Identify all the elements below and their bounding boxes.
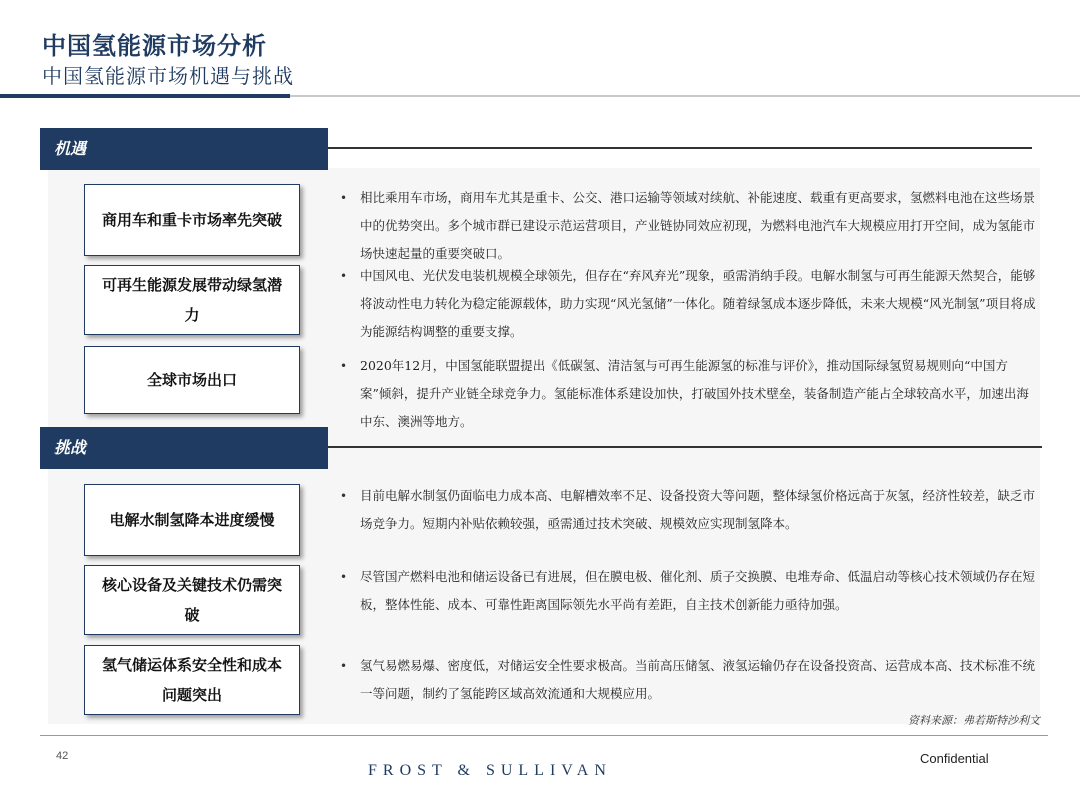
bullet-marker: • xyxy=(340,489,348,503)
opportunity-box-commercial-vehicles xyxy=(84,184,300,256)
opportunity-label: 可再生能源发展带动绿氢潜力 xyxy=(101,276,282,324)
header-divider xyxy=(290,95,1080,97)
page-subtitle: 中国氢能源市场机遇与挑战 xyxy=(42,64,294,88)
page-number: 42 xyxy=(56,750,69,762)
page-title: 中国氢能源市场分析 xyxy=(42,32,267,60)
opportunity-text-global-export: • 2020年12月，中国氢能联盟提出《低碳氢、清洁氢与可再生能源氢的标准与评价》，推动国际绿氢贸易规则向“中国方案”倾斜，提升产业链全球竞争力。氢能标准体系建设加快，打破国外技术壁垒，装备制造产能占全球较高水平，加速出海中东、澳洲等地方。 xyxy=(336,352,1036,436)
challenge-label: 核心设备及关键技术仍需突破 xyxy=(101,576,282,624)
opportunity-box-renewables xyxy=(84,265,300,335)
challenge-text-core-tech: • 尽管国产燃料电池和储运设备已有进展，但在膜电极、催化剂、质子交换膜、电堆寿命、低温启动等核心技术领域仍存在短板，整体性能、成本、可靠性距离国际领先水平尚有差距，自主技术创新能力亟待加强。 xyxy=(336,563,1036,619)
challenge-label: 氢气储运体系安全性和成本问题突出 xyxy=(101,656,282,704)
challenge-text-storage-safety: • 氢气易燃易爆、密度低，对储运安全性要求极高。当前高压储氢、液氢运输仍存在设备投资高、运营成本高、技术标准不统一等问题，制约了氢能跨区域高效流通和大规模应用。 xyxy=(336,652,1036,708)
bullet-marker: • xyxy=(340,570,348,584)
footer-divider xyxy=(40,735,1048,736)
bullet-marker: • xyxy=(340,269,348,283)
challenge-text-electrolysis-cost: • 目前电解水制氢仍面临电力成本高、电解槽效率不足、设备投资大等问题，整体绿氢价格远高于灰氢，经济性较差，缺乏市场竞争力。短期内补贴依赖较强，亟需通过技术突破、规模效应实现制氢降本。 xyxy=(336,482,1036,538)
opportunities-heading: 机遇 xyxy=(40,128,328,170)
opportunity-box-global-export xyxy=(84,346,300,414)
challenge-box-storage-safety xyxy=(84,645,300,715)
bullet-marker: • xyxy=(340,359,348,373)
challenge-box-electrolysis-cost xyxy=(84,484,300,556)
challenges-rule xyxy=(328,446,1042,448)
opportunity-text-commercial-vehicles: • 相比乘用车市场，商用车尤其是重卡、公交、港口运输等领域对续航、补能速度、载重有更高要求，氢燃料电池在这些场景中的优势突出。多个城市群已建设示范运营项目，产业链协同效应初现，为燃料电池汽车大规模应用打开空间，成为氢能市场快速起量的重要突破口。 xyxy=(336,184,1036,268)
opportunity-label: 全球市场出口 xyxy=(146,371,237,389)
confidential-label: Confidential xyxy=(920,751,989,766)
challenges-heading: 挑战 xyxy=(40,427,328,469)
opportunity-text-renewables: • 中国风电、光伏发电装机规模全球领先，但存在“弃风弃光”现象，亟需消纳手段。电解水制氢与可再生能源天然契合，能够将波动性电力转化为稳定能源载体，助力实现“风光氢储”一体化。随着绿氢成本逐步降低，未来大规模“风光制氢”项目将成为能源结构调整的重要支撑。 xyxy=(336,262,1036,346)
bullet-marker: • xyxy=(340,191,348,205)
opportunities-rule xyxy=(328,147,1032,149)
header-accent-bar xyxy=(0,94,290,98)
challenge-box-core-tech xyxy=(84,565,300,635)
source-note: 资料来源：弗若斯特沙利文 xyxy=(908,714,1040,727)
frost-sullivan-logo: FROST & SULLIVAN xyxy=(368,762,612,779)
opportunity-label: 商用车和重卡市场率先突破 xyxy=(101,211,282,229)
challenge-label: 电解水制氢降本进度缓慢 xyxy=(109,511,275,529)
bullet-marker: • xyxy=(340,659,348,673)
